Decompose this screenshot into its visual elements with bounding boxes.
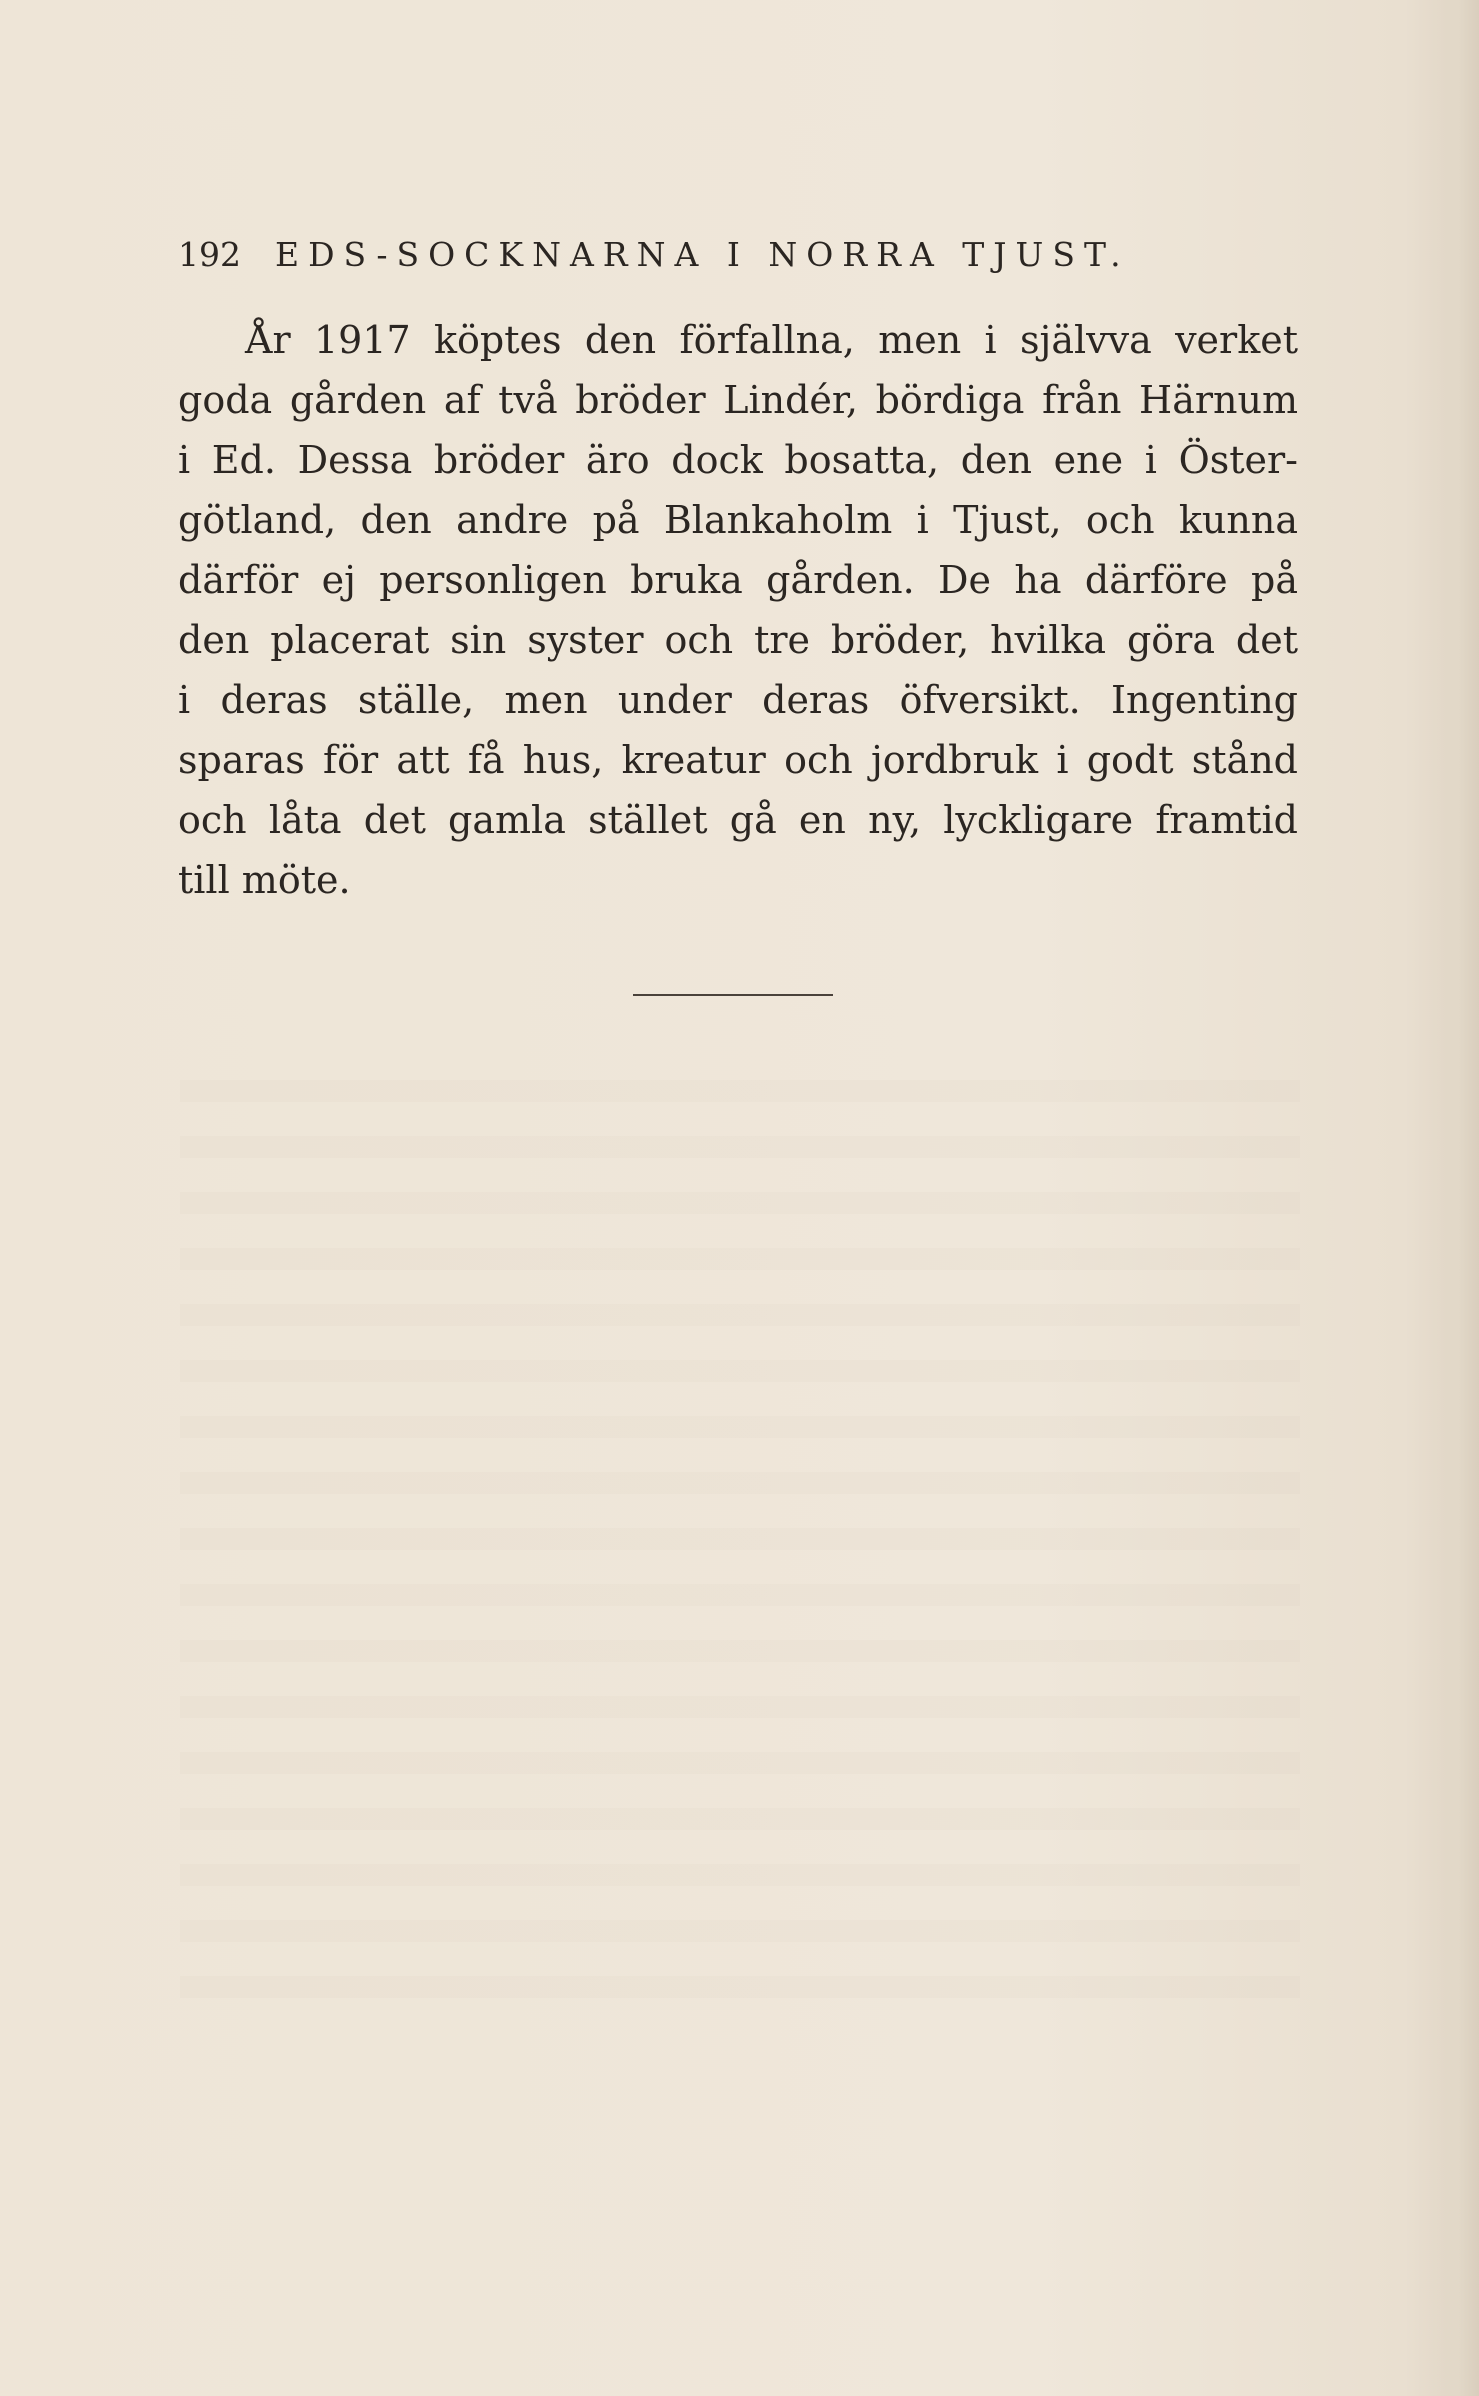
- paragraph-line: År 1917 köptes den förfallna, men i självva verket: [245, 318, 1298, 362]
- paragraph-line: sparas för att få hus, kreatur och jordbruk i godt stånd: [178, 738, 1298, 782]
- running-title: EDS-SOCKNARNA I NORRA TJUST.: [275, 235, 1130, 274]
- show-through-text: [180, 1080, 1300, 2030]
- paragraph-line: den placerat sin syster och tre bröder, hvilka göra det: [178, 618, 1298, 662]
- paragraph-line: därför ej personligen bruka gården. De ha därföre på: [178, 558, 1298, 602]
- paragraph-line: och låta det gamla stället gå en ny, lyckligare framtid: [178, 798, 1298, 842]
- paragraph-line: götland, den andre på Blankaholm i Tjust, och kunna: [178, 498, 1298, 542]
- page-number: 192: [178, 235, 241, 274]
- paragraph-line: i deras ställe, men under deras öfversikt. Ingenting: [178, 678, 1298, 722]
- end-rule: [633, 994, 833, 996]
- page-edge-shadow: [1437, 0, 1479, 2396]
- paragraph-line: goda gården af två bröder Lindér, bördiga från Härnum: [178, 378, 1298, 422]
- paragraph-line: till möte.: [178, 858, 351, 902]
- paragraph-line: i Ed. Dessa bröder äro dock bosatta, den ene i Öster-: [178, 438, 1298, 482]
- running-header: [178, 235, 1308, 274]
